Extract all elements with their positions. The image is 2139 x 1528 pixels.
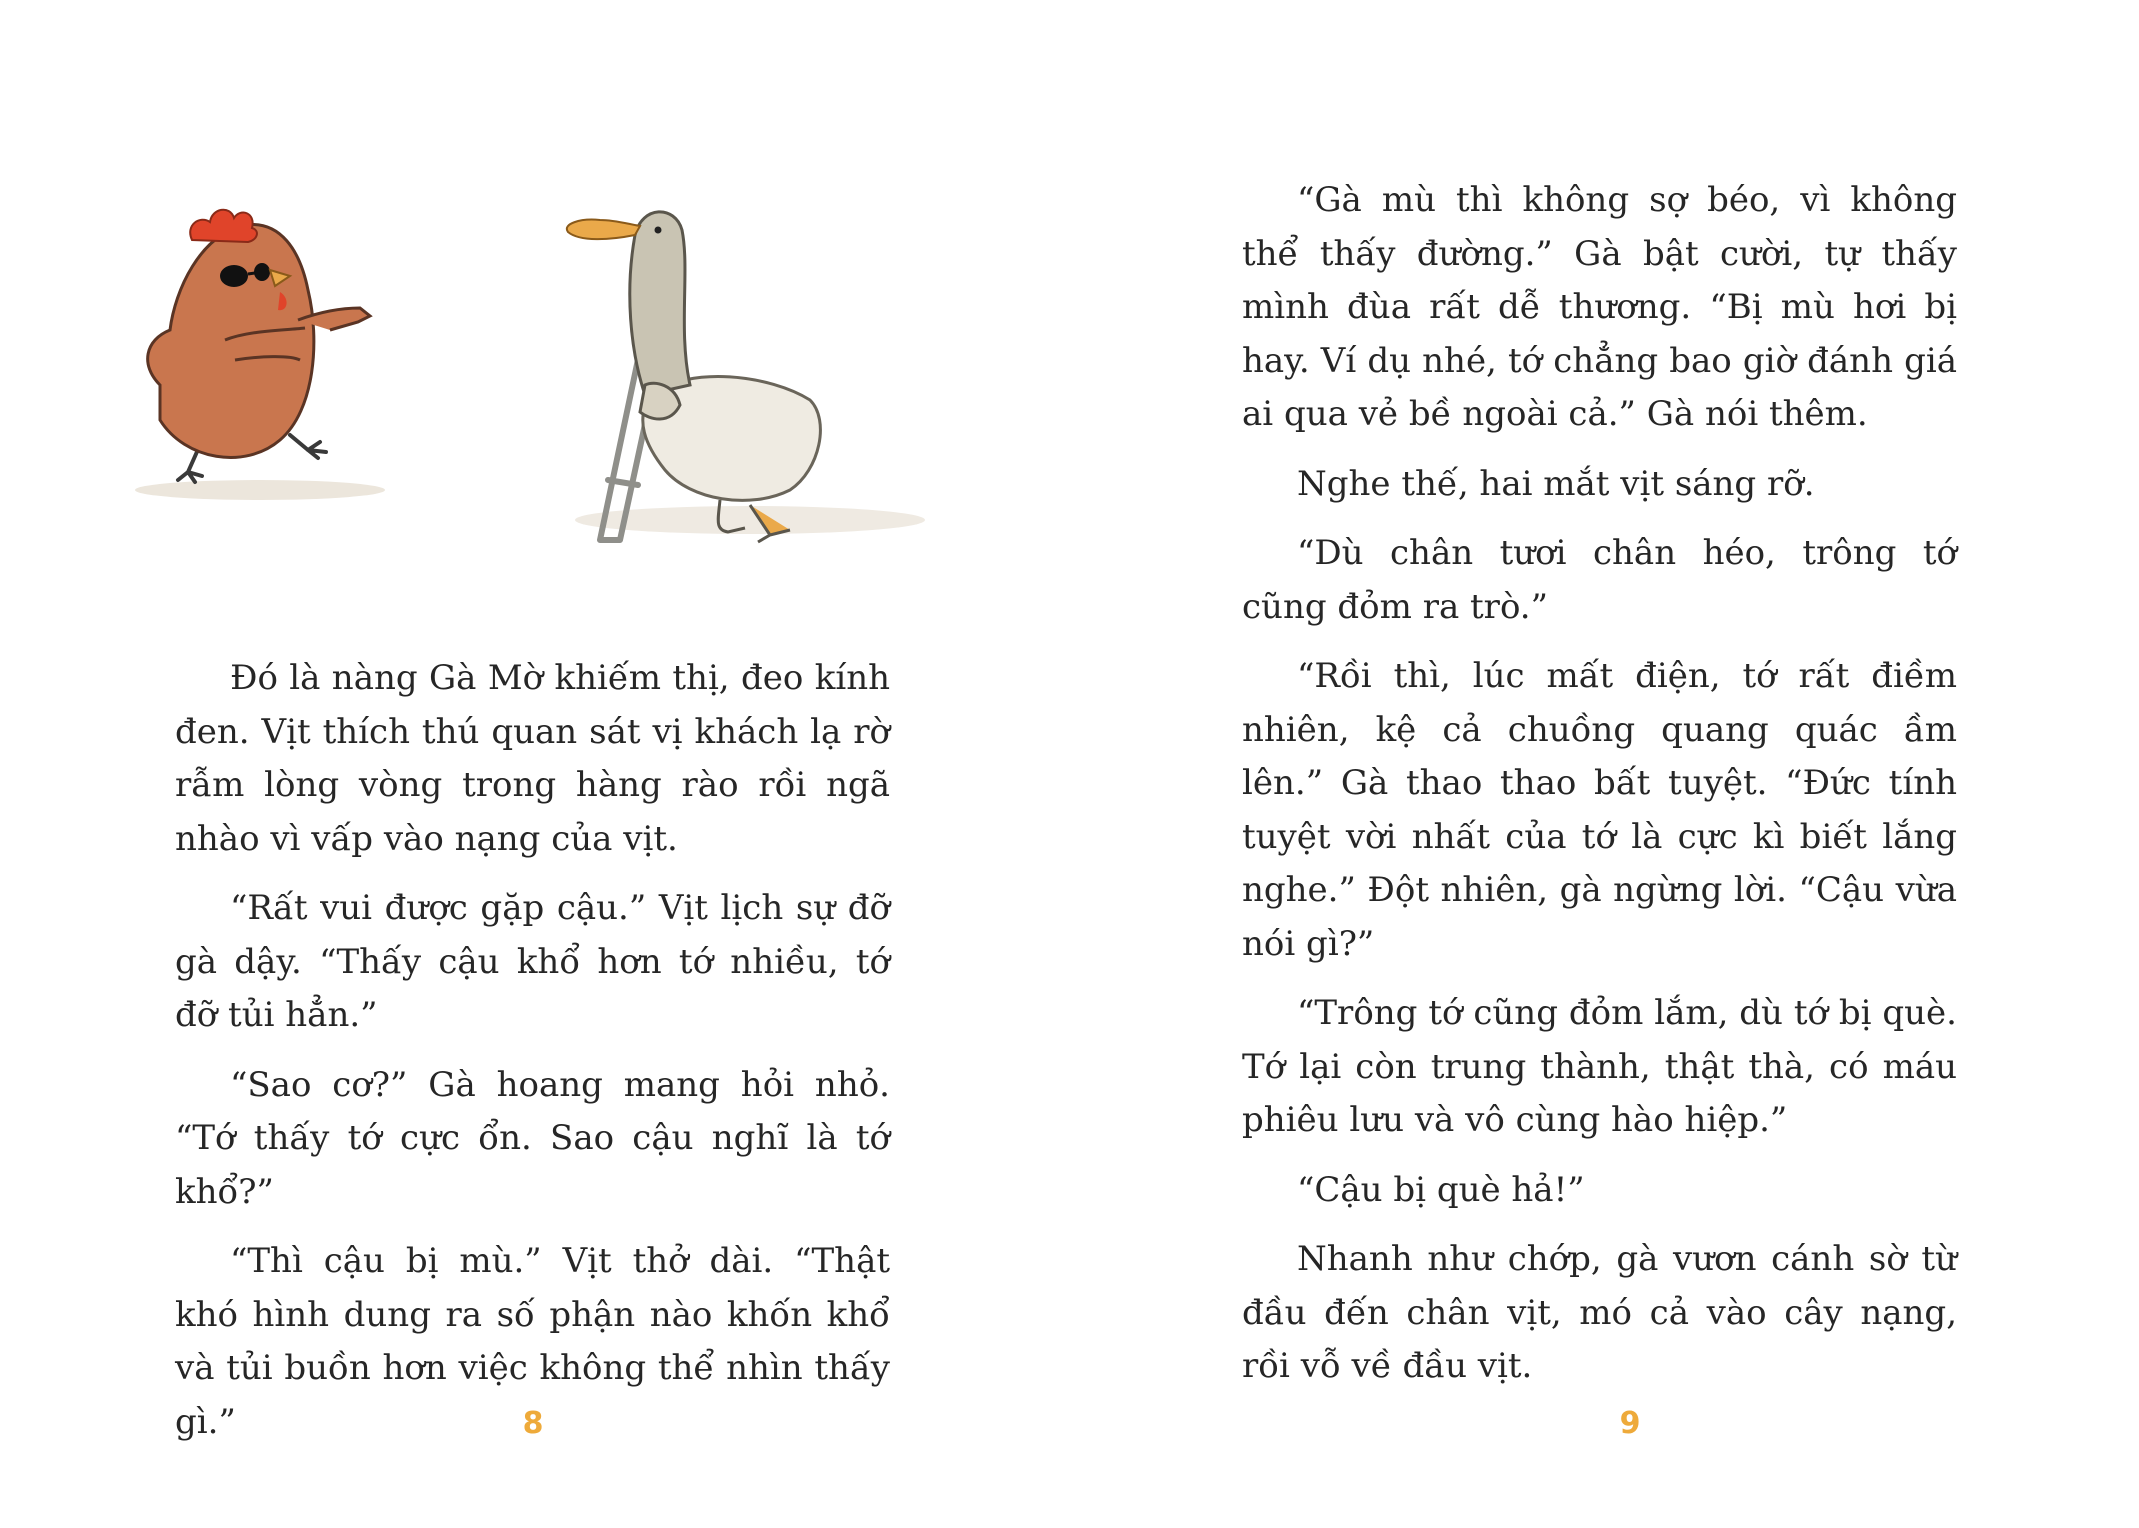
- paragraph: “Thì cậu bị mù.” Vịt thở dài. “Thật khó hình dung ra số phận nào khốn khổ và tủi buồn hơn việc không thể nhìn thấy gì.”: [175, 1241, 890, 1442]
- paragraph: “Gà mù thì không sợ béo, vì không thể thấy đường.” Gà bật cười, tự thấy mình đùa rất dễ thương. “Bị mù hơi bị hay. Ví dụ nhé, tớ chẳng bao giờ đánh giá ai qua vẻ bề ngoài cả.” Gà nói thêm.: [1242, 180, 1957, 434]
- page-number: 8: [522, 1406, 544, 1441]
- page-number: 9: [1619, 1406, 1641, 1441]
- left-page-text: [175, 652, 890, 1465]
- duck-figure: [567, 212, 821, 542]
- paragraph: “Rồi thì, lúc mất điện, tớ rất điềm nhiên, kệ cả chuồng quang quác ầm lên.” Gà thao thao bất tuyệt. “Đức tính tuyệt vời nhất của tớ là cực kì biết lắng nghe.” Đột nhiên, gà ngừng lời. “Cậu vừa nói gì?”: [1242, 656, 1957, 964]
- right-page: [1069, 0, 2139, 1528]
- paragraph: “Cậu bị què hả!”: [1297, 1169, 1585, 1210]
- hen-shadow: [135, 480, 385, 500]
- paragraph: “Sao cơ?” Gà hoang mang hỏi nhỏ. “Tớ thấy tớ cực ổn. Sao cậu nghĩ là tớ khổ?”: [175, 1064, 890, 1212]
- right-page-text: [1242, 174, 1957, 1410]
- paragraph: Nhanh như chớp, gà vươn cánh sờ từ đầu đến chân vịt, mó cả vào cây nạng, rồi vỗ về đầu vịt.: [1242, 1239, 1957, 1386]
- paragraph: Đó là nàng Gà Mờ khiếm thị, đeo kính đen. Vịt thích thú quan sát vị khách lạ rờ rẫm lòng vòng trong hàng rào rồi ngã nhào vì vấp vào nạng của vịt.: [175, 658, 890, 859]
- paragraph: “Dù chân tươi chân héo, trông tớ cũng đỏm ra trò.”: [1242, 533, 1957, 627]
- paragraph: “Trông tớ cũng đỏm lắm, dù tớ bị què. Tớ lại còn trung thành, thật thà, có máu phiêu lưu và vô cùng hào hiệp.”: [1242, 993, 1957, 1140]
- left-page: [0, 0, 1069, 1528]
- paragraph: “Rất vui được gặp cậu.” Vịt lịch sự đỡ gà dậy. “Thấy cậu khổ hơn tớ nhiều, tớ đỡ tủi hẳn.”: [175, 888, 890, 1035]
- hen-figure: [148, 210, 370, 482]
- hen-and-duck-illustration: [130, 180, 950, 560]
- paragraph: Nghe thế, hai mắt vịt sáng rỡ.: [1297, 463, 1815, 504]
